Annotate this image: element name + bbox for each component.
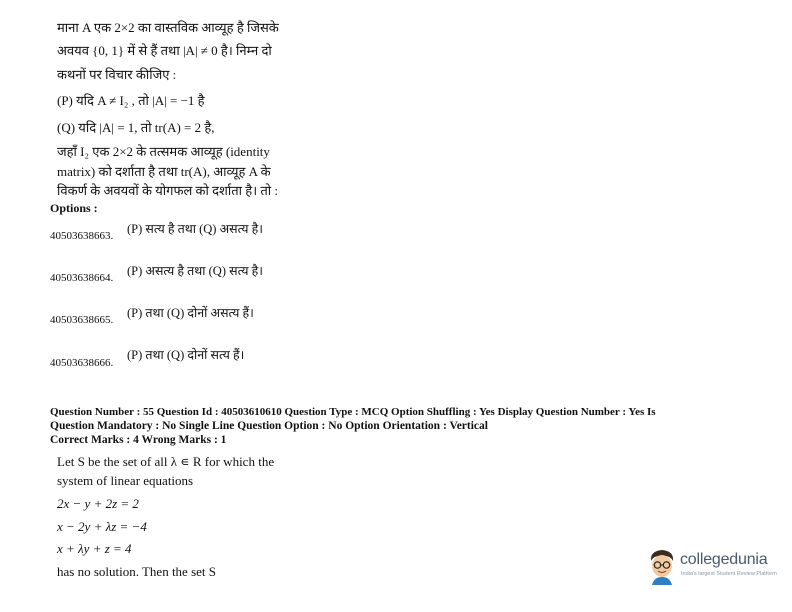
option-id: 40503638663.	[50, 230, 114, 242]
statement-p: (P) यदि A ≠ I₂ , तो |A| = −1 है	[57, 93, 205, 108]
option-text[interactable]: (P) तथा (Q) दोनों असत्य हैं।	[127, 306, 254, 320]
option-text[interactable]: (P) असत्य है तथा (Q) सत्य है।	[127, 264, 263, 278]
english-line-6: has no solution. Then the set S	[57, 564, 217, 579]
logo-tagline: India's largest Student Review Platform	[681, 571, 777, 577]
collegedunia-logo	[646, 547, 786, 587]
equation-3: x + λy + z = 4	[57, 541, 132, 556]
hindi-line-6: जहाँ I₂ एक 2×2 के तत्समक आव्यूह (identity	[57, 144, 270, 159]
option-id: 40503638664.	[50, 272, 114, 284]
hindi-line-7: matrix) को दर्शाता है तथा tr(A), आव्यूह A के	[57, 164, 271, 179]
meta-line-2: Question Mandatory : No Single Line Question Option : No Option Orientation : Vertical	[50, 420, 488, 432]
meta-line-1: Question Number : 55 Question Id : 40503610610 Question Type : MCQ Option Shuffling : Yes Display Question Number : Yes Is	[50, 406, 656, 418]
hindi-line-3: कथनों पर विचार कीजिए :	[57, 67, 177, 82]
equation-1: 2x − y + 2z = 2	[57, 496, 139, 511]
hindi-line-1: माना A एक 2×2 का वास्तविक आव्यूह है जिसके	[57, 20, 279, 35]
option-id: 40503638665.	[50, 314, 114, 326]
english-line-2: system of linear equations	[57, 473, 194, 488]
option-text[interactable]: (P) सत्य है तथा (Q) असत्य है।	[127, 222, 263, 236]
options-label: Options :	[50, 201, 98, 215]
meta-line-3: Correct Marks : 4 Wrong Marks : 1	[50, 434, 227, 446]
statement-q: (Q) यदि |A| = 1, तो tr(A) = 2 है,	[57, 120, 215, 135]
option-id: 40503638666.	[50, 357, 114, 369]
graduate-face-icon	[646, 547, 678, 585]
hindi-line-2: अवयव {0, 1} में से हैं तथा |A| ≠ 0 है। निम्न दो	[57, 43, 272, 58]
equation-2: x − 2y + λz = −4	[57, 519, 147, 534]
english-line-1: Let S be the set of all λ ∊ R for which the	[57, 454, 275, 469]
option-text[interactable]: (P) तथा (Q) दोनों सत्य हैं।	[127, 348, 245, 362]
hindi-line-8: विकर्ण के अवयवों के योगफल को दर्शाता है। तो :	[57, 183, 279, 198]
logo-name: collegedunia	[680, 551, 768, 568]
